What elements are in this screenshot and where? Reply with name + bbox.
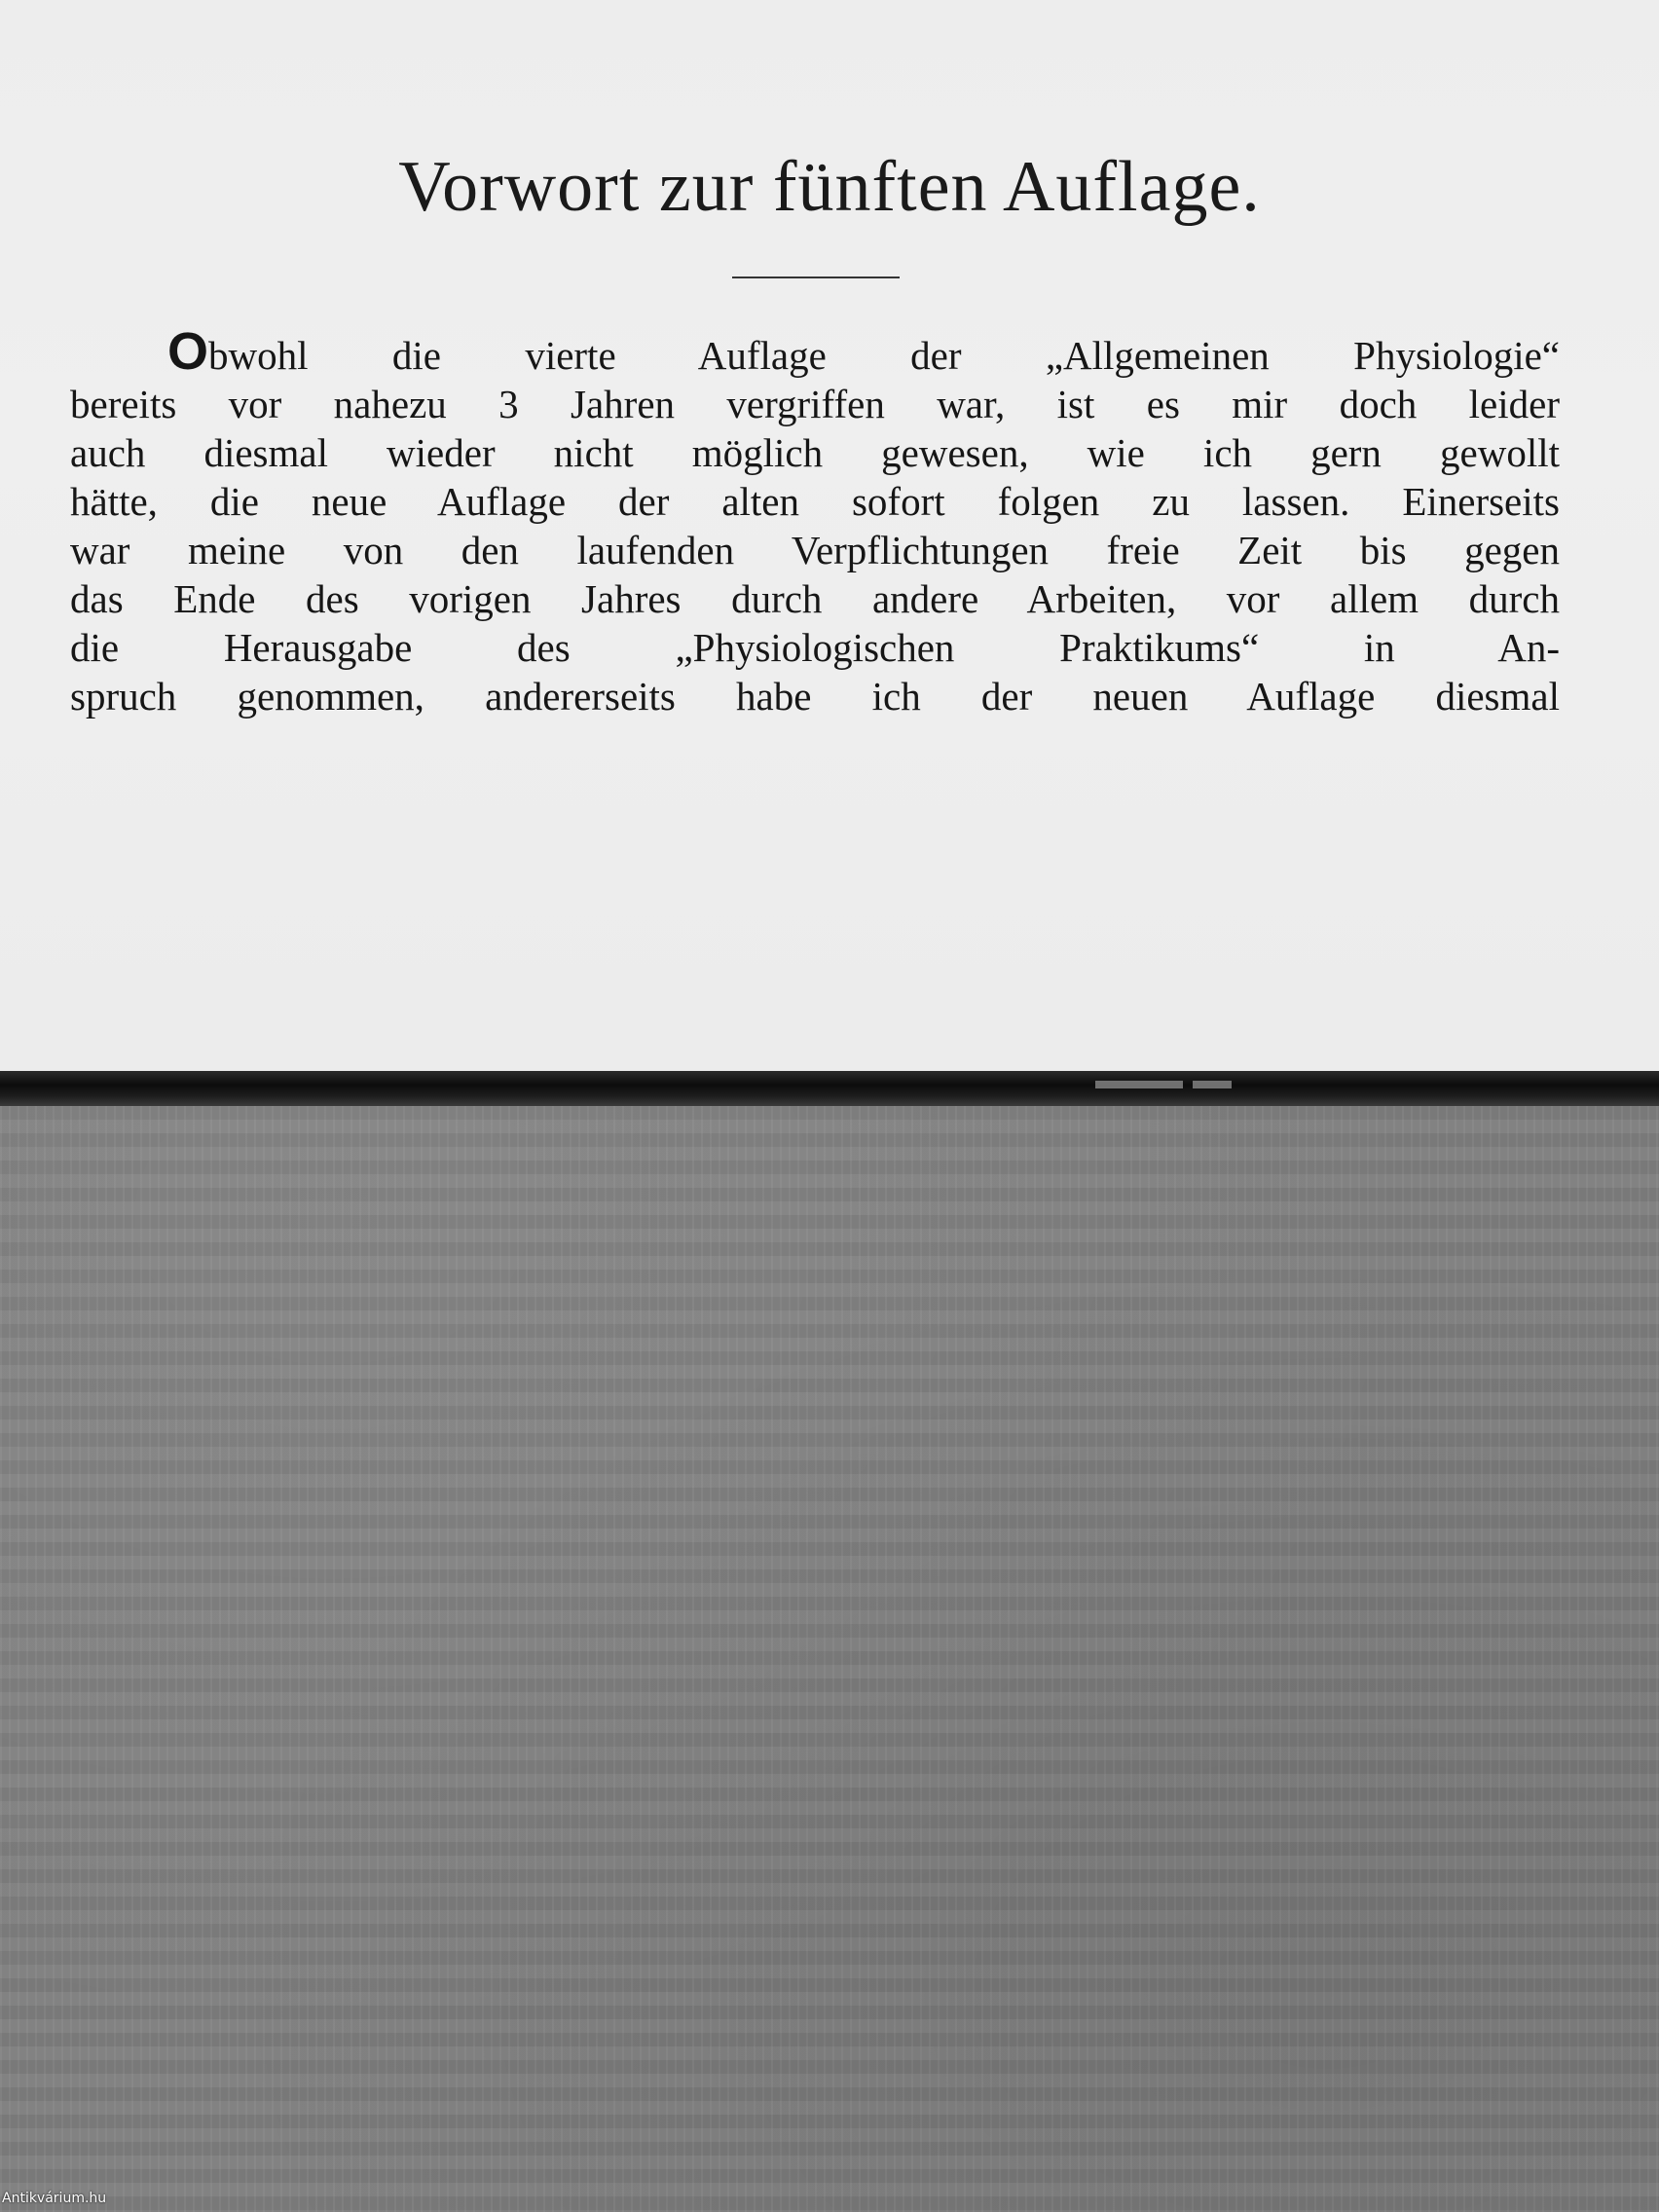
page-bottom-edge xyxy=(0,1071,1659,1106)
book-page xyxy=(0,0,1659,1076)
text-line-7: die Herausgabe des „Physiologischen Praktikums“ in An- xyxy=(70,625,1560,670)
watermark-text: Antikvárium.hu xyxy=(2,2191,107,2206)
edge-scuff xyxy=(1095,1081,1183,1088)
text-line-5: war meine von den laufenden Verpflichtungen freie Zeit bis gegen xyxy=(70,528,1560,572)
text-line-3: auch diesmal wieder nicht möglich gewesen, wie ich gern gewollt xyxy=(70,430,1560,475)
book-cover-surface xyxy=(0,1106,1659,2212)
page-title: Vorwort zur fünften Auflage. xyxy=(398,147,1261,227)
text-line-4: hätte, die neue Auflage der alten sofort folgen zu lassen. Einerseits xyxy=(70,479,1560,524)
initial-letter: O xyxy=(167,322,209,381)
text-line-1 xyxy=(70,322,1560,381)
text-line-2: bereits vor nahezu 3 Jahren vergriffen war, ist es mir doch leider xyxy=(70,382,1560,426)
title-divider xyxy=(732,276,900,278)
text-line-8: spruch genommen, andererseits habe ich der neuen Auflage diesmal xyxy=(70,674,1560,719)
text-line-6: das Ende des vorigen Jahres durch andere Arbeiten, vor allem durch xyxy=(70,576,1560,621)
edge-scuff xyxy=(1193,1081,1232,1088)
text-line-1-rest: bwohl die vierte Auflage der „Allgemeinen Physiologie“ xyxy=(208,333,1560,378)
preface-paragraph xyxy=(70,322,1560,720)
